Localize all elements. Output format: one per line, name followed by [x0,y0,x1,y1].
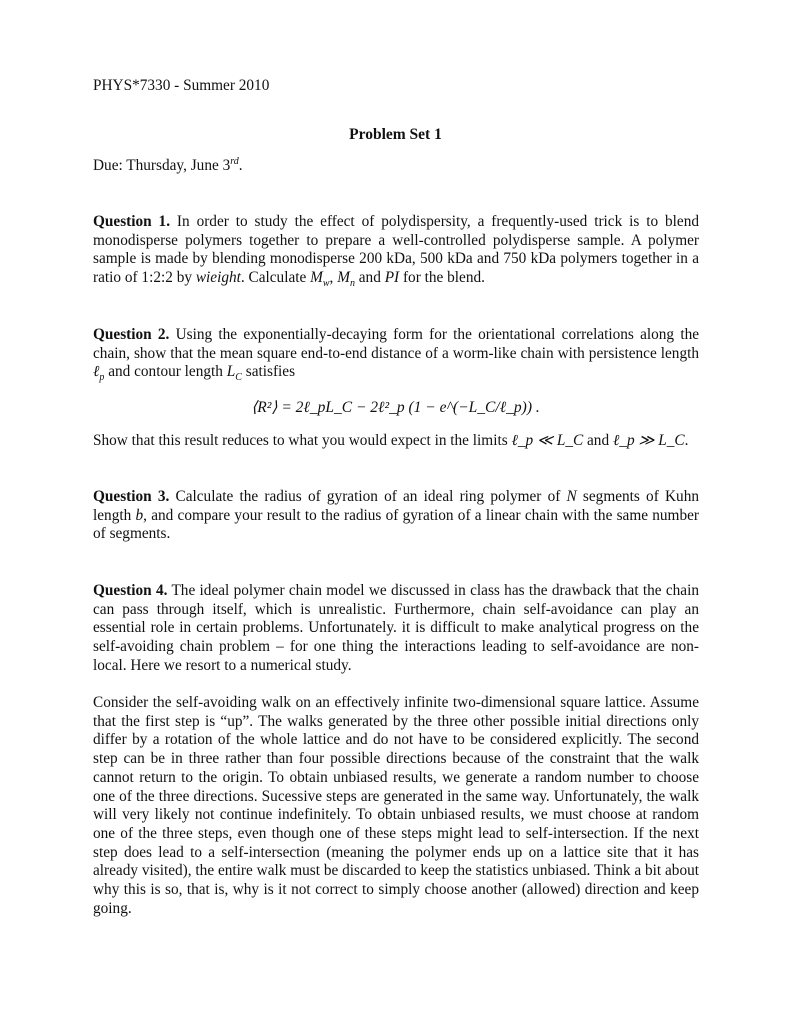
course-header: PHYS*7330 - Summer 2010 [93,77,270,94]
b-symbol: b [135,506,144,524]
question-3-text-3: , and compare your result to the radius of gyration of a linear chain with the same number of segments. [93,506,699,543]
question-1-text-2: . Calculate [240,269,311,287]
question-2 [93,326,699,382]
question-1-text: In order to study the effect of polydispersity, a frequently-used trick is to blend monodisperse polymers together to prepare a well-controlled polydisperse sample. A polymer sample is made by blending monodisperse 200 kDa, 500 kDa and 750 kDa polymers together in a ratio of 1:2:2 by [93,213,699,287]
lp-symbol: ℓ [93,363,100,381]
question-4-label: Question 4. [93,582,168,599]
question-1-label: Question 1. [93,213,171,230]
q1-separator: , [329,269,338,287]
limits-and: and [583,432,613,449]
question-4-text: The ideal polymer chain model we discussed in class has the drawback that the chain can pass through itself, which is unrealistic. Furthermore, chain self-avoidance can play an essential role in certain problems. Unfortunately. it is difficult to make analytical progress on the self-avoiding chain problem – for one thing the interactions leading to self-avoidance are non-local. Here we resort to a numerical study. [93,582,699,674]
question-4 [93,582,699,676]
question-3 [93,488,699,544]
mw-subscript: w [322,278,330,290]
lc-subscript: C [235,372,242,384]
question-3-text-2: segments of Kuhn length [93,488,699,524]
mn-subscript: n [349,278,355,290]
question-1-end: for the blend. [399,269,485,287]
n-symbol: N [566,488,577,505]
equation-r2 [0,398,791,417]
lp-subscript: p [99,372,105,384]
limit-1: ℓ_p ≪ L_C [511,432,584,449]
limits-text: Show that this result reduces to what you would expect in the limits [93,432,512,449]
mn-symbol: M [337,269,350,287]
lc-symbol: L [226,363,236,381]
due-text: Due: Thursday, June 3 [93,157,231,174]
question-2-limits [93,432,699,451]
limits-end: . [684,432,689,449]
question-4-paragraph-2: Consider the self-avoiding walk on an effectively infinite two-dimensional square lattice. Assume that the first step is “up”. The walks generated by the three other possible initial directions only differ by a rotation of the whole lattice and do not have to be considered explicitly. The second step can be in three rather than four possible directions because of the constraint that the walk cannot return to the origin. To obtain unbiased results, we generate a random number to choose one of the three directions. Sucessive steps are generated in the same way. Unfortunately, the walk will very likely not continue indefinitely. To obtain unbiased results, we must choose at random one of the three steps, even though one of these steps might lead to self-intersection. If the next step does lead to a self-intersection (meaning the polymer ends up on a lattice site that it has already visited), the entire walk must be discarded to keep the statistics unbiased. Think a bit about why this is so, that is, why is it not correct to simply choose another (allowed) direction and keep going. [93,694,699,917]
question-3-text: Calculate the radius of gyration of an ideal ring polymer of [169,488,567,505]
question-1-emphasis: wieight [195,269,241,287]
due-superscript: rd [230,155,239,167]
question-1 [93,213,699,288]
question-2-text-2: and contour length [104,363,227,381]
pi-symbol: PI [384,269,400,287]
question-2-text-3: satisfies [241,363,296,381]
q1-and: and [354,269,385,287]
mw-symbol: M [310,269,323,287]
question-2-text: Using the exponentially-decaying form for the orientational correlations along the chain, show that the mean square end-to-end distance of a worm-like chain with persistence length [93,326,700,362]
question-3-label: Question 3. [93,488,170,505]
limit-2: ℓ_p ≫ L_C [612,432,685,449]
equation-text: ⟨R²⟩ = 2ℓ_pL_C − 2ℓ²_p (1 − e^(−L_C/ℓ_p)) . [251,399,540,416]
due-period: . [238,157,243,174]
question-2-label: Question 2. [93,326,170,343]
due-date [93,157,699,176]
page-title: Problem Set 1 [349,126,442,143]
